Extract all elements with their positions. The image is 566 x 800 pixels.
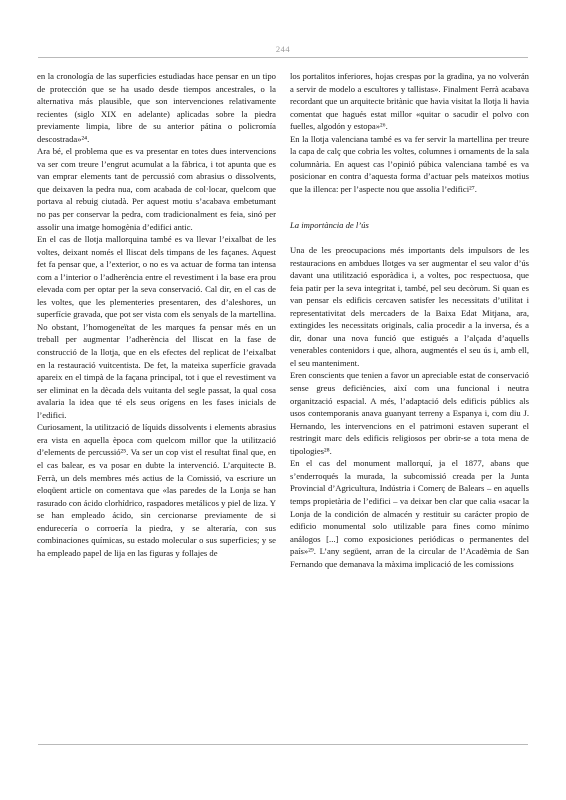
header-divider (38, 57, 528, 58)
body-paragraph: los portalitos inferiores, hojas crespas por la gradina, ya no volverán a servir de modelo a escultores y tallistas». Finalment Ferrà acabava recordant que un arquitecte britànic que havia visitat la llotja li havia comentat que hagués estat millor «quitar o sacudir el polvo con fuelles, algodón y estopa»²⁶. (290, 71, 529, 132)
section-heading: La importància de l’ús (290, 220, 369, 231)
body-paragraph: en la cronología de las superficies estudiadas hace pensar en un tipo de protección que se ha usado desde tiempos ancestrales, o la alternativa más plausible, que son intervenciones relativamente recientes (siglo XIX en adelante) aplicadas sobre la piedra previamente limpia, libre de su anterior pátina o policromía descostrada»²⁴. (37, 71, 276, 144)
body-paragraph: Una de les preocupacions més importants dels impulsors de les restauracions en ambdues llotges va ser augmentar el seu valor d’ús davant una utilització esporàdica i, a voltes, poc respectuosa, que feia patir per la seva integritat i, també, pel seu decòrum. Si quan es van pensar els edificis cercaven satisfer les necessitats d’utilitat i representativitat dels mercaders de la Baixa Edat Mitjana, ara, extingides les necessitats originals, calia procedir a la inversa, és a dir, donar una nova funció que estigués a l’alçada d’aquells venerables contenidors i que, alhora, augmentés el seu ús i, amb ell, el seu manteniment. (290, 245, 529, 368)
body-paragraph: En la llotja valenciana també es va fer servir la martellina per treure la capa de calç que cobria les voltes, columnes i ornaments de la sala columnària. En aquest cas l’opinió púbica valenciana també es va posicionar en contra d’aquesta forma d’actuar pels mateixos motius que la illenca: per l’aspecte nou que assolia l’edifici²⁷. (290, 133, 529, 194)
body-paragraph: Curiosament, la utilització de líquids dissolvents i elements abrasius era vista en aquella època com quelcom millor que la utilització d’elements de percussió²⁵. Va ser un cop vist el resultat final que, en el cas balear, es va posar en dubte la intervenció. L’arquitecte B. Ferrà, un dels membres més actius de la Comissió, va escriure un eloqüent article on comentava que «las paredes de la Lonja se han rasurado con ácido clorhídrico, raspadores metálicos y piel de liza. Y se han empleado ácido, sin cercionarse previamente de si endurecería o corroería la piedra, y se alteraría, con sus combinaciones químicas, su estado molecular o sus superficies; y se ha empleado papel de lija en las figuras y follajes de (37, 422, 276, 558)
body-paragraph: Ara bé, el problema que es va presentar en totes dues intervencions va ser com treure l’engrut acumulat a la fàbrica, i tot apunta que es van emprar elements tant de percussió com abrasius o dissolvents, que deixaven la pedra nua, com acabada de col·locar, quelcom que portava al rebuig ciutadà. Per aquest motiu s’acabava embetumant no pas per conservar la pedra, com tradicionalment es feia, sinó per assolir una imatge homogènia d’edifici antic. (37, 146, 276, 232)
right-column (290, 70, 529, 570)
left-column (37, 70, 276, 559)
body-paragraph: En el cas de llotja mallorquina també es va llevar l’eixalbat de les voltes, deixant només el lliscat dels timpans de les façanes. Aquest fet fa pensar que, a l’exterior, o no es va actuar de forma tan intensa com a l’interior o l’adherència entre el revestiment i la base era prou elevada com per optar per la seva conservació. Cal dir, en el cas de les voltes, que les plementeries presentaren, des d’aleshores, un superfície gravada, que pot ser vista com els senyals de la martellina. No obstant, l’homogeneïtat de les marques fa pensar més en un treball per augmentar l’adherència del lliscat en la fase de construcció de la llotja, que en els efectes del replicat de l’eixalbat en la restauració vuitcentista. De fet, la mateixa superfície gravada apareix en el timpà de la façana principal, tot i que el revestiment va ser eliminat en la dècada dels vuitanta del segle passat, la qual cosa avalaria la idea que té els seus orígens en les fases inicials de l’edifici. (37, 234, 276, 420)
footer-divider (38, 744, 528, 745)
body-paragraph: En el cas del monument mallorquí, ja el 1877, abans que s’enderroqués la murada, la subcomissió creada per la Junta Provincial d’Agricultura, Indústria i Comerç de Balears – en aquells temps propietària de l’edifici – va deixar ben clar que calia «sacar la Lonja de la condición de almacén y restituir su carácter propio de edificio monumental solo utilizable para fines como mínimo análogos [...] como exposiciones periódicas o permanentes del país»²⁹. L’any següent, arran de la circular de l’Acadèmia de San Fernando que demanava la màxima implicació de les comissions (290, 458, 529, 569)
page-number: 244 (275, 44, 291, 54)
body-paragraph: Eren conscients que tenien a favor un apreciable estat de conservació sense greus deficiències, així com una funcional i neutra organització espacial. A més, l’adaptació dels edificis públics als usos contemporanis anava guanyant terreny a Espanya i, com diu J. Hernando, les intervencions en el patrimoni estaven superant el restringit marc dels edificis religiosos per obrir-se a tota mena de tipologies²⁸. (290, 370, 529, 456)
